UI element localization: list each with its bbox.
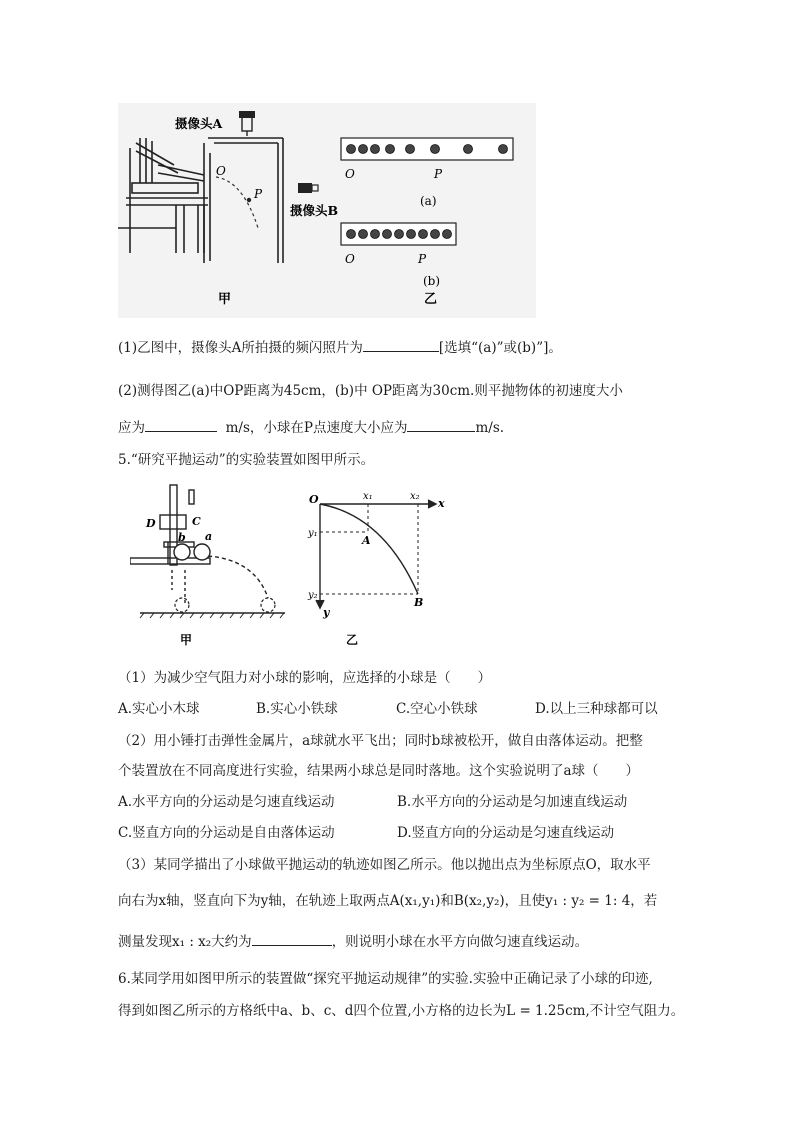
q6-line2: 得到如图乙所示的方格纸中a、b、c、d四个位置,小方格的边长为L = 1.25cm,不计空气阻力。 bbox=[118, 1003, 685, 1019]
tick-x2: x₂ bbox=[410, 491, 420, 502]
point-p-dot bbox=[247, 198, 251, 202]
strip-a-label-p: P bbox=[434, 167, 443, 181]
ball-a bbox=[194, 544, 210, 560]
q5-p1-option-c[interactable]: C.空心小铁球 bbox=[396, 701, 478, 717]
q5-part3-line1: （3）某同学描出了小球做平抛运动的轨迹如图乙所示。他以抛出点为坐标原点O，取水平 bbox=[118, 857, 651, 873]
point-b-label: B bbox=[414, 596, 424, 609]
ball-b bbox=[174, 544, 190, 560]
label-a: a bbox=[205, 530, 213, 543]
ball-a-landed bbox=[261, 598, 275, 612]
q5-p1-option-a[interactable]: A.实心小木球 bbox=[118, 701, 200, 717]
ball-b-landed bbox=[175, 598, 189, 612]
q5-p1-option-b[interactable]: B.实心小铁球 bbox=[256, 701, 338, 717]
label-b: b bbox=[178, 531, 186, 544]
fig1-label-p: P bbox=[254, 187, 263, 201]
q6-line1: 6.某同学用如图甲所示的装置做“探究平抛运动规律”的实验.实验中正确记录了小球的印迹, bbox=[118, 971, 653, 987]
q5-fig-right-caption: 乙 bbox=[346, 633, 359, 647]
tick-y2: y₂ bbox=[308, 590, 318, 601]
figure-q5-apparatus bbox=[130, 480, 290, 650]
point-a-label: A bbox=[362, 534, 371, 547]
strip-b-balls bbox=[347, 230, 452, 239]
q5-blank-ratio[interactable] bbox=[252, 931, 332, 946]
q5-part1-stem: （1）为减少空气阻力对小球的影响，应选择的小球是（ ） bbox=[118, 670, 492, 686]
q5-fig-left-caption: 甲 bbox=[180, 633, 193, 647]
strip-a-label-o: O bbox=[345, 167, 355, 181]
camera-a-label: 摄像头A bbox=[175, 116, 223, 131]
axis-x-label: x bbox=[438, 497, 445, 510]
q5-p2-option-d[interactable]: D.竖直方向的分运动是匀速直线运动 bbox=[397, 825, 615, 841]
axis-o-label: O bbox=[309, 493, 319, 506]
tick-y1: y₁ bbox=[308, 528, 318, 539]
label-d: D bbox=[146, 517, 156, 530]
strip-b-label-o: O bbox=[345, 252, 355, 266]
q4-blank-2[interactable] bbox=[145, 417, 217, 432]
q5-part3-line2: 向右为x轴，竖直向下为y轴，在轨迹上取两点A(x₁,y₁)和B(x₂,y₂)，且使y₁ : y₂ = 1: 4，若 bbox=[118, 893, 658, 909]
figure-camera-setup bbox=[118, 103, 536, 318]
axis-y-label: y bbox=[323, 606, 330, 619]
q5-title: 5.“研究平抛运动”的实验装置如图甲所示。 bbox=[118, 452, 375, 468]
fig1-left-caption: 甲 bbox=[218, 292, 232, 307]
strip-b-label-p: P bbox=[418, 252, 427, 266]
q5-p2-option-c[interactable]: C.竖直方向的分运动是自由落体运动 bbox=[118, 825, 335, 841]
camera-b-label: 摄像头B bbox=[290, 203, 339, 218]
q5-part2-line2: 个装置放在不同高度进行实验，结果两小球总是同时落地。这个实验说明了a球（ ） bbox=[118, 763, 640, 779]
figure-q5-trajectory bbox=[306, 486, 456, 656]
label-c: C bbox=[192, 515, 201, 528]
fig1-right-caption: 乙 bbox=[424, 292, 438, 307]
q4-part1: (1)乙图中，摄像头A所拍摄的频闪照片为 [选填“(a)”或(b)”]。 bbox=[118, 336, 562, 356]
fig1-label-o: O bbox=[216, 164, 226, 178]
ground-hatch bbox=[140, 613, 284, 618]
q4-blank-3[interactable] bbox=[407, 417, 475, 432]
strip-a-caption: (a) bbox=[420, 194, 437, 208]
q5-part2-line1: （2）用小锤打击弹性金属片，a球就水平飞出；同时b球被松开，做自由落体运动。把整 bbox=[118, 733, 643, 749]
tick-x1: x₁ bbox=[363, 491, 373, 502]
q5-p2-option-b[interactable]: B.水平方向的分运动是匀加速直线运动 bbox=[397, 794, 628, 810]
q4-part2-line1: (2)测得图乙(a)中OP距离为45cm，(b)中 OP距离为30cm.则平抛物体的初速度大小 bbox=[118, 383, 623, 399]
strip-b-caption: (b) bbox=[423, 274, 441, 288]
q4-blank-1[interactable] bbox=[363, 337, 439, 352]
q5-part3-line3: 测量发现x₁ : x₂大约为 ，则说明小球在水平方向做匀速直线运动。 bbox=[118, 930, 588, 950]
q4-part2-line2: 应为 m/s，小球在P点速度大小应为 m/s. bbox=[118, 416, 504, 436]
q5-p2-option-a[interactable]: A.水平方向的分运动是匀速直线运动 bbox=[118, 794, 335, 810]
q5-p1-option-d[interactable]: D.以上三种球都可以 bbox=[535, 701, 658, 717]
